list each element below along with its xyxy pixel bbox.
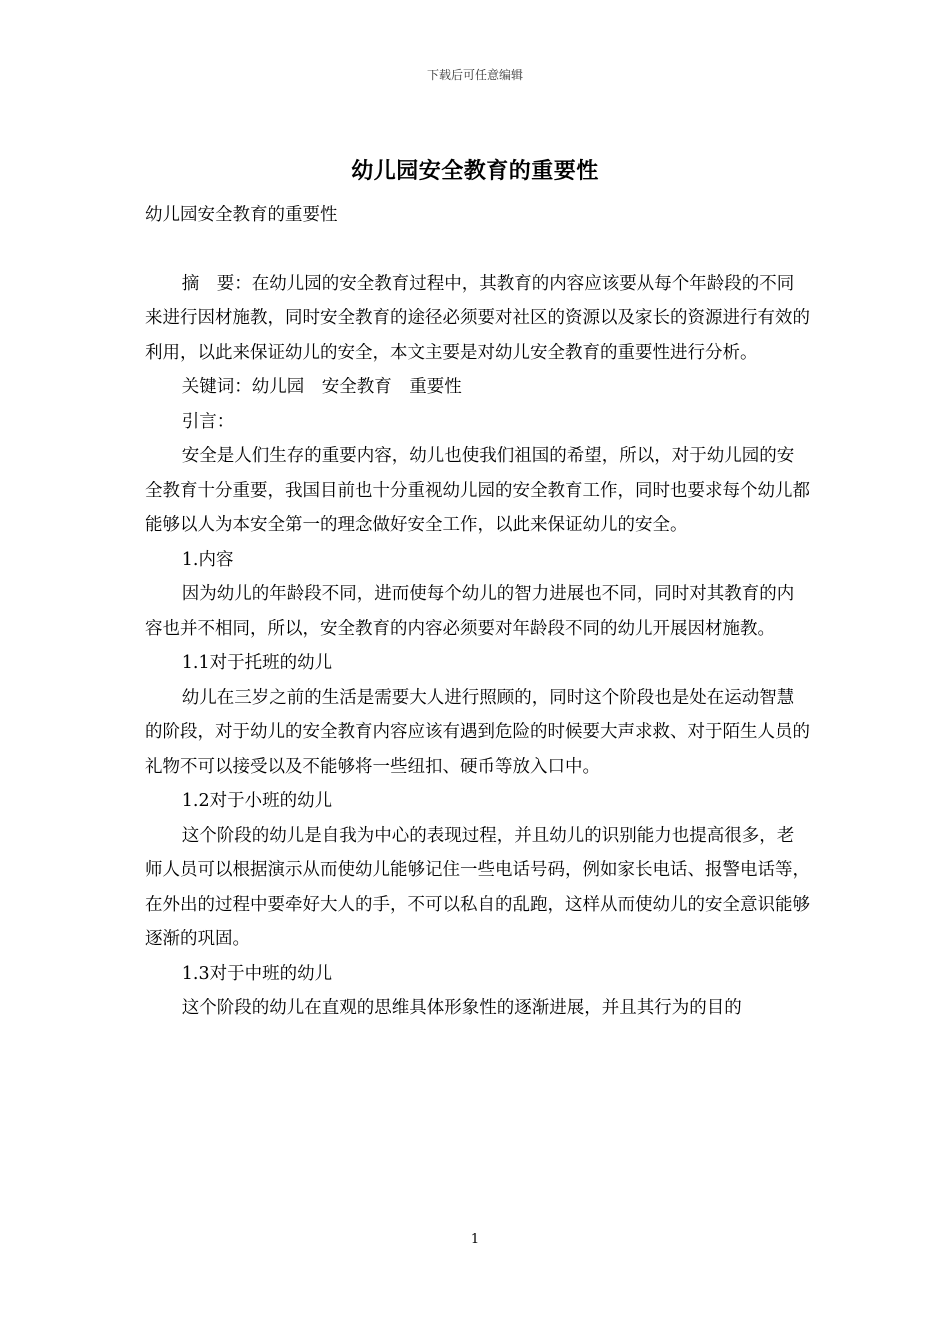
header-note: 下载后可任意编辑 [426, 68, 523, 82]
middle-class-paragraph: 这个阶段的幼儿在直观的思维具体形象性的逐渐进展，并且其行为的目的 [181, 998, 742, 1018]
small-class-paragraph: 这个阶段的幼儿是自我为中心的表现过程，并且幼儿的识别能力也提高很多，老师人员可以根据演示从而使幼儿能够记住一些电话号码，例如家长电话、报警电话等，在外出的过程中要牵好大人的手，不可以私自的乱跑，这样从而使幼儿的安全意识能够逐渐的巩固。 [145, 825, 810, 949]
keywords-line: 关键词：幼儿园 安全教育 重要性 [181, 377, 462, 397]
section-heading-middle-class: 1.3对于中班的幼儿 [181, 963, 333, 984]
document-body [145, 198, 810, 1026]
introduction-paragraph: 安全是人们生存的重要内容，幼儿也使我们祖国的希望，所以，对于幼儿园的安全教育十分重要，我国目前也十分重视幼儿园的安全教育工作，同时也要求每个幼儿都能够以人为本安全第一的理念做好安全工作，以此来保证幼儿的安全。 [145, 446, 810, 535]
abstract-paragraph: 摘 要：在幼儿园的安全教育过程中，其教育的内容应该要从每个年龄段的不同来进行因材施教，同时安全教育的途径必须要对社区的资源以及家长的资源进行有效的利用，以此来保证幼儿的安全，本文主要是对幼儿安全教育的重要性进行分析。 [145, 273, 810, 363]
introduction-heading: 引言： [181, 411, 235, 432]
section-heading-content: 1.内容 [181, 549, 234, 570]
section-heading-small-class: 1.2对于小班的幼儿 [181, 791, 333, 811]
page-number: 1 [470, 1232, 480, 1247]
document-subtitle: 幼儿园安全教育的重要性 [145, 205, 338, 225]
toddler-class-paragraph: 幼儿在三岁之前的生活是需要大人进行照顾的，同时这个阶段也是处在运动智慧的阶段，对于幼儿的安全教育内容应该有遇到危险的时候要大声求救、对于陌生人员的礼物不可以接受以及不能够将一些纽扣、硬币等放入口中。 [145, 687, 810, 777]
document-title: 幼儿园安全教育的重要性 [351, 158, 599, 184]
section-heading-toddler-class: 1.1对于托班的幼儿 [181, 653, 333, 673]
content-paragraph: 因为幼儿的年龄段不同，进而使每个幼儿的智力进展也不同，同时对其教育的内容也并不相同，所以，安全教育的内容必须要对年龄段不同的幼儿开展因材施教。 [145, 584, 795, 639]
